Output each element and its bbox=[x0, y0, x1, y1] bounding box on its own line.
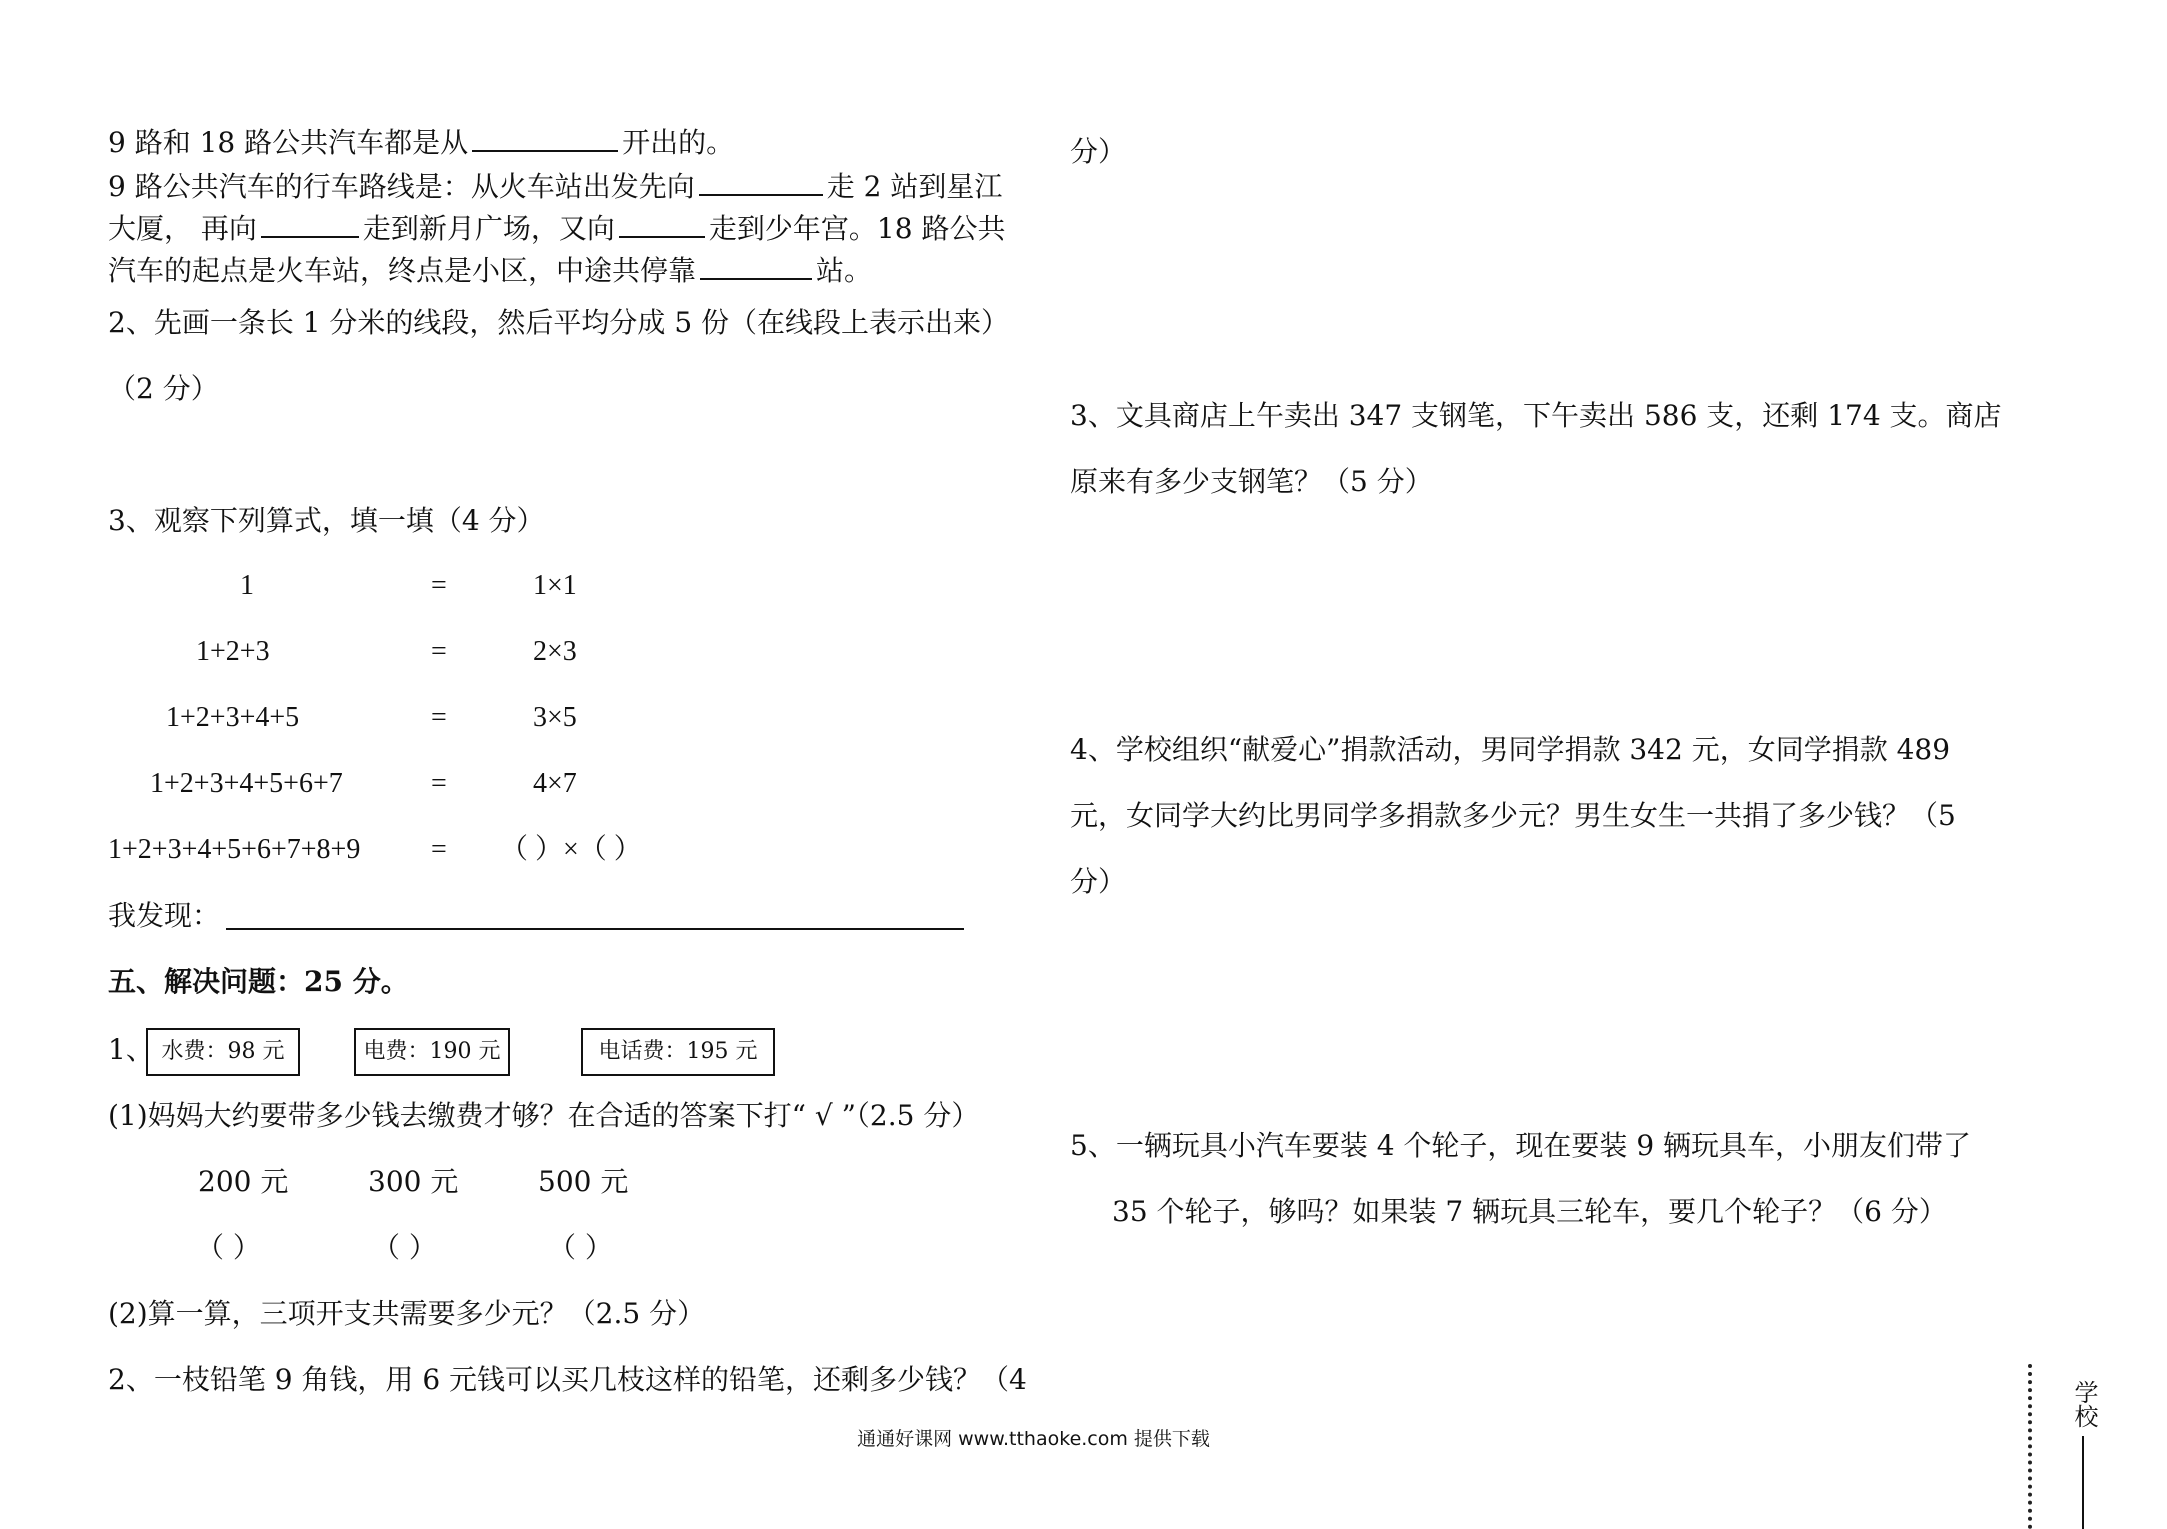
problem-4-line-1: 4、学校组织“献爱心”捐款活动，男同学捐款 342 元，女同学捐款 489 bbox=[1070, 733, 1951, 766]
text: 走到少年宫。18 路公共 bbox=[708, 212, 1006, 245]
equation-answer-brackets[interactable]: （ ）×（ ） bbox=[500, 834, 642, 865]
equation-right: 4×7 bbox=[533, 768, 577, 799]
question-2-score: （2 分） bbox=[108, 372, 219, 405]
text: 开出的。 bbox=[622, 126, 735, 159]
text: 汽车的起点是火车站，终点是小区，中途共停靠 bbox=[108, 254, 697, 287]
equation-right: 1×1 bbox=[533, 570, 577, 601]
equation-left: 1+2+3+4+5+6+7+8+9 bbox=[108, 834, 361, 865]
page-footer: 通通好课网 www.tthaoke.com 提供下载 bbox=[857, 1428, 1210, 1450]
answer-blank[interactable] bbox=[699, 170, 823, 196]
equation-equals: = bbox=[431, 570, 447, 601]
phone-fee-box: 电话费：195 元 bbox=[581, 1028, 775, 1076]
equation-equals: = bbox=[431, 768, 447, 799]
answer-blank[interactable] bbox=[619, 212, 705, 238]
text: 9 路公共汽车的行车路线是：从火车站出发先向 bbox=[108, 170, 695, 203]
problem-5-line-1: 5、一辆玩具小汽车要装 4 个轮子，现在要装 9 辆玩具车，小朋友们带了 bbox=[1070, 1129, 1972, 1162]
question-3-title: 3、观察下列算式，填一填（4 分） bbox=[108, 504, 545, 537]
equation-equals: = bbox=[431, 636, 447, 667]
problem-2-score-cont: 分） bbox=[1070, 135, 1127, 168]
school-field bbox=[2070, 1380, 2098, 1529]
problem-3-line-1: 3、文具商店上午卖出 347 支钢笔，下午卖出 586 支，还剩 174 支。商店 bbox=[1070, 399, 2002, 432]
problem-4-line-2: 元，女同学大约比男同学多捐款多少元？男生女生一共捐了多少钱？（5 bbox=[1070, 799, 1956, 832]
equation-left: 1+2+3+4+5 bbox=[166, 702, 300, 733]
text: 大厦， 再向 bbox=[108, 212, 257, 245]
problem-4-line-3: 分） bbox=[1070, 865, 1127, 898]
discover-label: 我发现： bbox=[108, 899, 221, 932]
text: 9 路和 18 路公共汽车都是从 bbox=[108, 126, 469, 159]
section-5-title: 五、解决问题：25 分。 bbox=[108, 965, 409, 998]
equation-right: 3×5 bbox=[533, 702, 577, 733]
discover-answer-line[interactable] bbox=[226, 928, 964, 930]
option-300-checkbox[interactable]: （ ） bbox=[372, 1231, 437, 1264]
text: 走 2 站到星江 bbox=[826, 170, 1003, 203]
bus-question-line-1 bbox=[108, 126, 734, 159]
school-label: 学校 bbox=[2070, 1380, 2098, 1428]
water-fee-box: 水费：98 元 bbox=[146, 1028, 300, 1076]
option-500: 500 元 bbox=[538, 1165, 629, 1198]
equation-right: 2×3 bbox=[533, 636, 577, 667]
option-200: 200 元 bbox=[198, 1165, 289, 1198]
answer-blank[interactable] bbox=[261, 212, 359, 238]
bus-question-line-3 bbox=[108, 212, 1005, 245]
question-2-text: 2、先画一条长 1 分米的线段，然后平均分成 5 份（在线段上表示出来） bbox=[108, 306, 1010, 339]
equation-left: 1+2+3 bbox=[196, 636, 270, 667]
problem-2-text: 2、一枝铅笔 9 角钱，用 6 元钱可以买几枝这样的铅笔，还剩多少钱？（4 bbox=[108, 1363, 1027, 1396]
equation-left: 1+2+3+4+5+6+7 bbox=[150, 768, 343, 799]
problem-3-line-2: 原来有多少支钢笔？（5 分） bbox=[1070, 465, 1433, 498]
problem-1-sub-2: (2)算一算，三项开支共需要多少元？（2.5 分） bbox=[108, 1297, 706, 1330]
problem-1-sub-1: (1)妈妈大约要带多少钱去缴费才够？在合适的答案下打“ √ ”（2.5 分） bbox=[108, 1099, 980, 1132]
problem-1-number: 1、 bbox=[108, 1033, 154, 1066]
text: 站。 bbox=[816, 254, 873, 287]
bus-question-line-4 bbox=[108, 254, 872, 287]
school-answer-line[interactable] bbox=[2082, 1436, 2084, 1529]
bus-question-line-2 bbox=[108, 170, 1002, 203]
option-500-checkbox[interactable]: （ ） bbox=[548, 1231, 613, 1264]
option-300: 300 元 bbox=[368, 1165, 459, 1198]
binding-dotted-line bbox=[2028, 1364, 2032, 1529]
text: 走到新月广场，又向 bbox=[362, 212, 615, 245]
equation-equals: = bbox=[431, 834, 447, 865]
equation-equals: = bbox=[431, 702, 447, 733]
answer-blank[interactable] bbox=[472, 126, 618, 152]
problem-5-line-2: 35 个轮子，够吗？如果装 7 辆玩具三轮车，要几个轮子？（6 分） bbox=[1112, 1195, 1947, 1228]
answer-blank[interactable] bbox=[700, 254, 812, 280]
option-200-checkbox[interactable]: （ ） bbox=[196, 1231, 261, 1264]
equation-left: 1 bbox=[240, 570, 254, 601]
electricity-fee-box: 电费：190 元 bbox=[354, 1028, 510, 1076]
